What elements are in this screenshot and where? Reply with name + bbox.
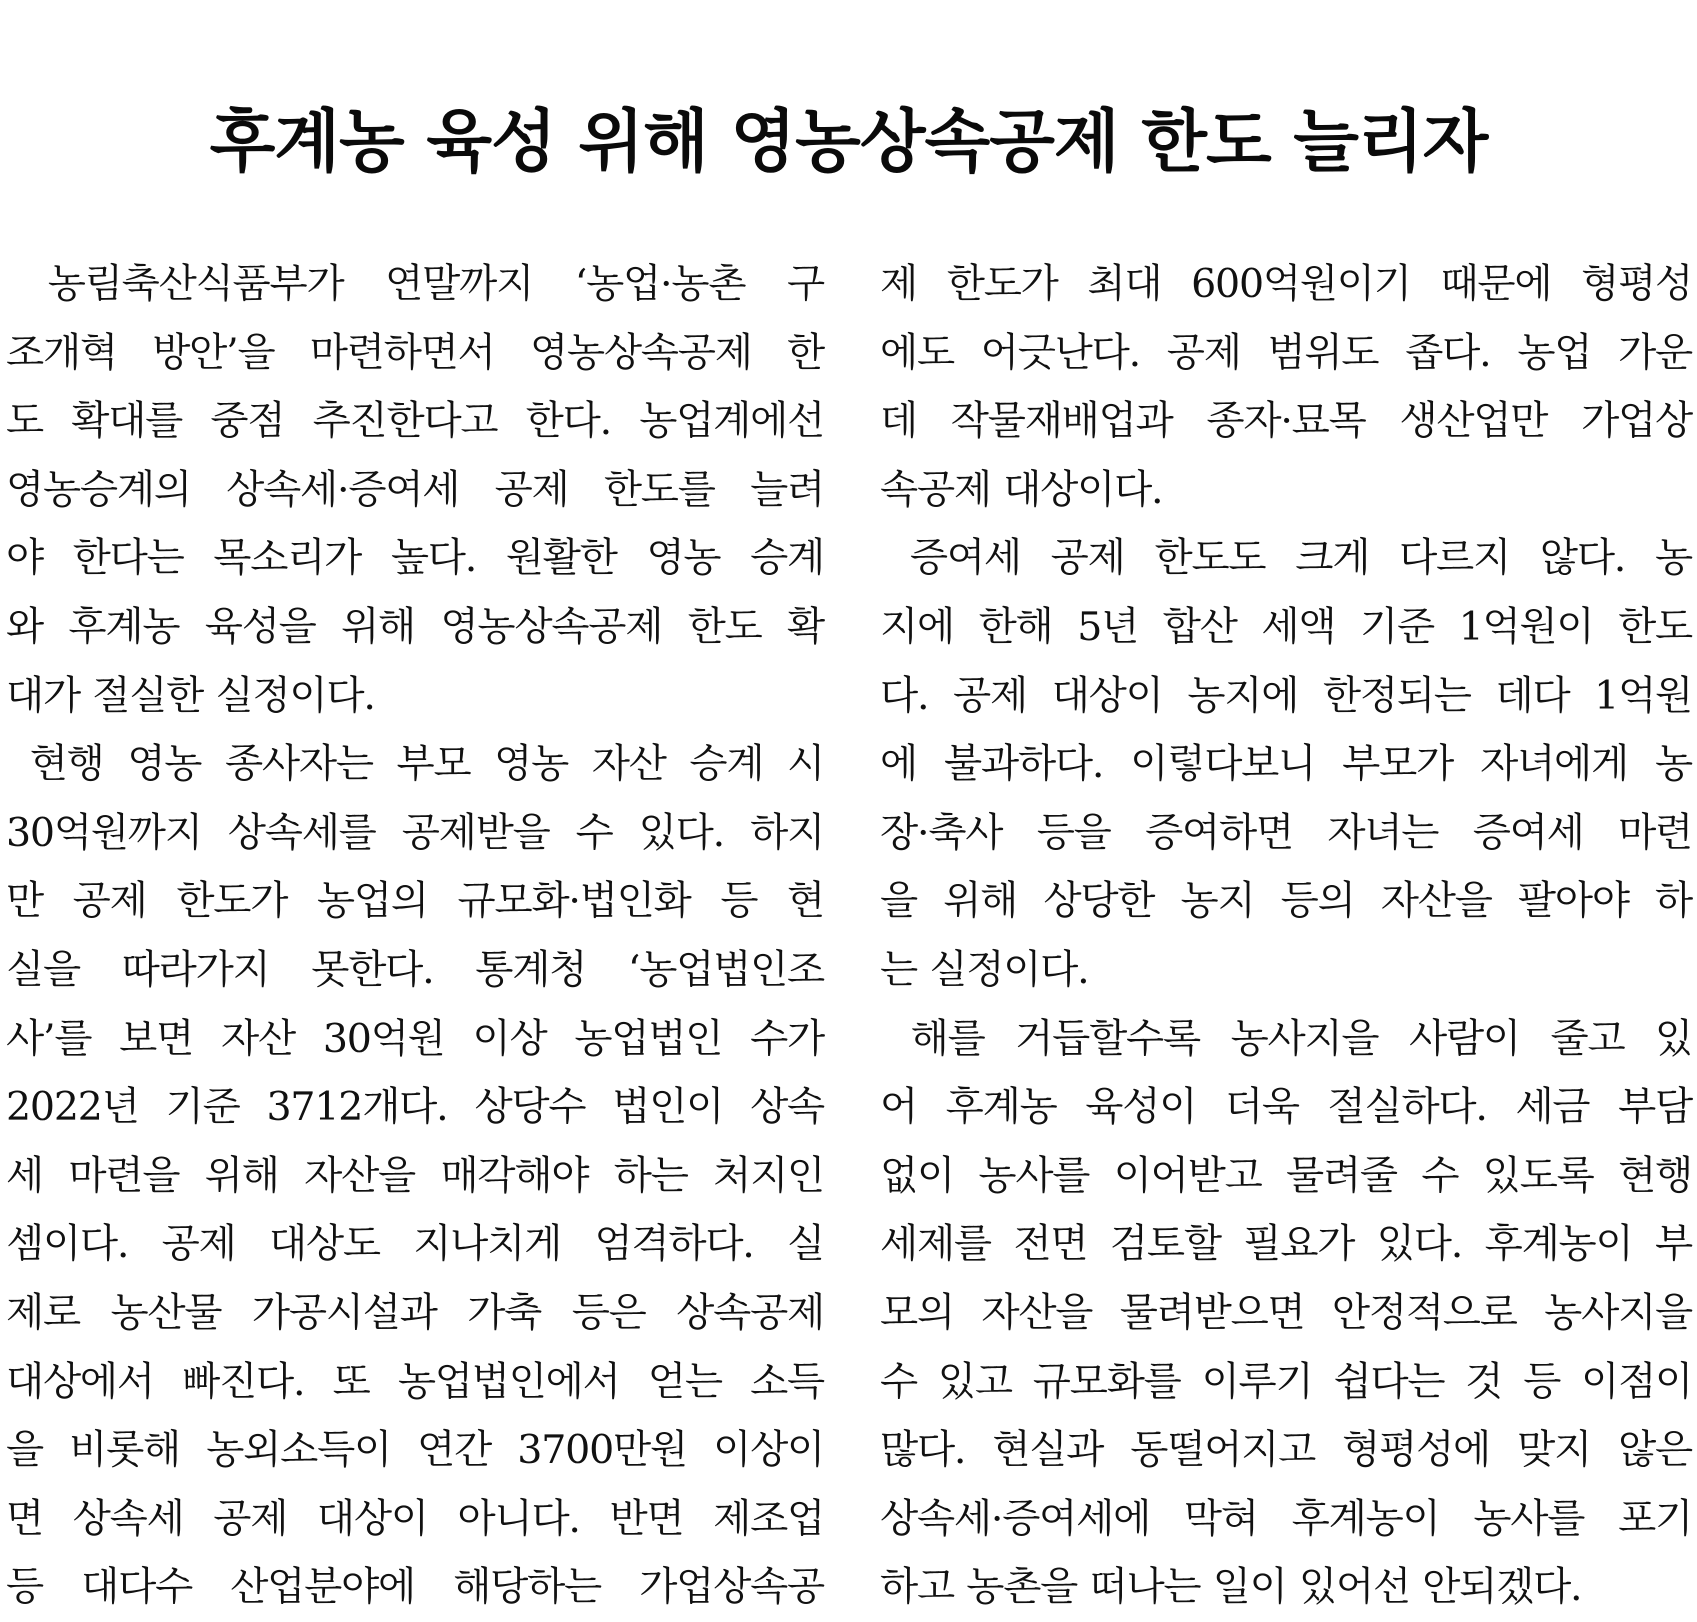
text-line: 을 비롯해 농외소득이 연간 3700만원 이상이: [6, 1427, 824, 1474]
text-line: 해를 거듭할수록 농사지을 사람이 줄고 있: [880, 1015, 1692, 1062]
text-line: 데 작물재배업과 종자·묘목 생산업만 가업상: [880, 398, 1692, 445]
text-line: 실을 따라가지 못한다. 통계청 ‘농업법인조: [6, 946, 824, 993]
text-line: 을 위해 상당한 농지 등의 자산을 팔아야 하: [880, 878, 1692, 925]
text-line: 셈이다. 공제 대상도 지나치게 엄격하다. 실: [6, 1221, 824, 1268]
text-line: 상속세·증여세에 막혀 후계농이 농사를 포기: [880, 1495, 1692, 1542]
text-line: 세 마련을 위해 자산을 매각해야 하는 처지인: [6, 1152, 824, 1199]
text-line: 모의 자산을 물려받으면 안정적으로 농사지을: [880, 1289, 1692, 1336]
text-line: 증여세 공제 한도도 크게 다르지 않다. 농: [880, 535, 1692, 582]
text-line: 면 상속세 공제 대상이 아니다. 반면 제조업: [6, 1495, 824, 1542]
text-line: 에 불과하다. 이렇다보니 부모가 자녀에게 농: [880, 741, 1692, 788]
text-line: 는 실정이다.: [880, 946, 1089, 993]
text-line: 수 있고 규모화를 이루기 쉽다는 것 등 이점이: [880, 1358, 1692, 1405]
body-column-left: [6, 250, 824, 1622]
text-line: 제로 농산물 가공시설과 가축 등은 상속공제: [6, 1289, 824, 1336]
text-line: 현행 영농 종사자는 부모 영농 자산 승계 시: [6, 741, 824, 788]
body-column-right: [880, 250, 1692, 1622]
text-line: 농림축산식품부가 연말까지 ‘농업·농촌 구: [6, 261, 824, 307]
text-line: 만 공제 한도가 농업의 규모화·법인화 등 현: [6, 878, 824, 925]
text-line: 제 한도가 최대 600억원이기 때문에 형평성: [880, 261, 1692, 307]
text-line: 대상에서 빠진다. 또 농업법인에서 얻는 소득: [6, 1358, 824, 1405]
text-line: 조개혁 방안’을 마련하면서 영농상속공제 한: [6, 329, 824, 376]
text-line: 등 대다수 산업분야에 해당하는 가업상속공: [6, 1564, 824, 1611]
text-line: 30억원까지 상속세를 공제받을 수 있다. 하지: [6, 809, 824, 856]
text-line: 영농승계의 상속세·증여세 공제 한도를 늘려: [6, 466, 824, 513]
text-line: 속공제 대상이다.: [880, 466, 1163, 513]
headline: 후계농 육성 위해 영농상속공제 한도 늘리자: [209, 103, 1488, 182]
text-line: 대가 절실한 실정이다.: [6, 672, 375, 719]
text-line: 다. 공제 대상이 농지에 한정되는 데다 1억원: [880, 672, 1692, 719]
text-line: 2022년 기준 3712개다. 상당수 법인이 상속: [6, 1084, 824, 1131]
text-line: 사’를 보면 자산 30억원 이상 농업법인 수가: [6, 1015, 824, 1062]
text-line: 와 후계농 육성을 위해 영농상속공제 한도 확: [6, 603, 824, 650]
text-line: 세제를 전면 검토할 필요가 있다. 후계농이 부: [880, 1221, 1692, 1268]
text-line: 지에 한해 5년 합산 세액 기준 1억원이 한도: [880, 603, 1692, 650]
text-line: 야 한다는 목소리가 높다. 원활한 영농 승계: [6, 535, 824, 582]
text-line: 장·축사 등을 증여하면 자녀는 증여세 마련: [880, 809, 1692, 856]
text-line: 에도 어긋난다. 공제 범위도 좁다. 농업 가운: [880, 329, 1692, 376]
text-line: 많다. 현실과 동떨어지고 형평성에 맞지 않은: [880, 1427, 1692, 1474]
text-line: 어 후계농 육성이 더욱 절실하다. 세금 부담: [880, 1084, 1692, 1131]
text-line: 없이 농사를 이어받고 물려줄 수 있도록 현행: [880, 1152, 1692, 1199]
text-line: 하고 농촌을 떠나는 일이 있어선 안되겠다.: [880, 1564, 1582, 1611]
text-line: 도 확대를 중점 추진한다고 한다. 농업계에선: [6, 398, 824, 445]
